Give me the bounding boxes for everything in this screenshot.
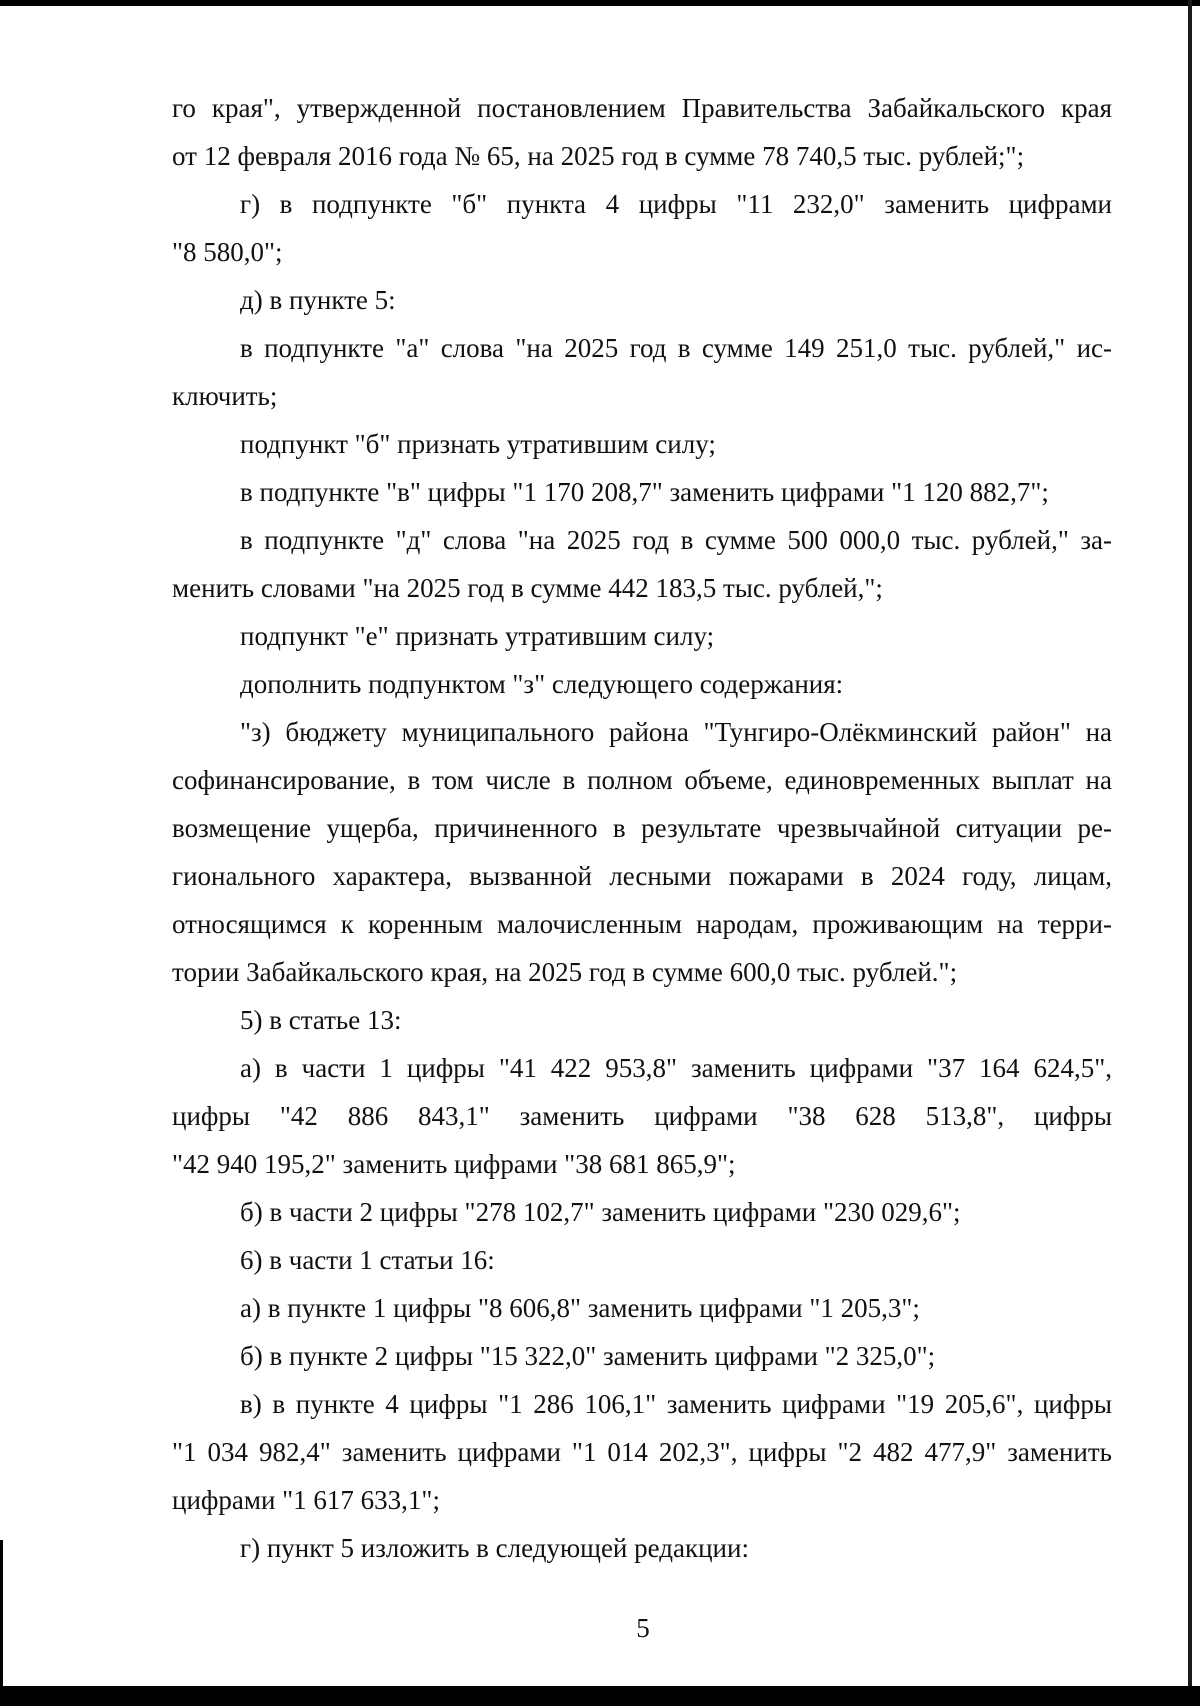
scan-border-top xyxy=(0,0,1200,6)
text-line: дополнить подпунктом "з" следующего содержания: xyxy=(240,669,844,699)
text-line: от 12 февраля 2016 года № 65, на 2025 год в сумме 78 740,5 тыс. рублей;"; xyxy=(172,141,1025,171)
text-line: го края", утвержденной постановлением Правительства Забайкальского края xyxy=(172,93,1112,123)
scan-border-bottom xyxy=(0,1686,1200,1706)
text-line: "1 034 982,4" заменить цифрами "1 014 202,3", цифры "2 482 477,9" заменить xyxy=(172,1437,1112,1467)
text-line: в подпункте "д" слова "на 2025 год в сумме 500 000,0 тыс. рублей," за- xyxy=(240,525,1112,555)
text-line: "8 580,0"; xyxy=(172,237,283,267)
text-line: 6) в части 1 статьи 16: xyxy=(240,1245,495,1275)
text-line: цифрами "1 617 633,1"; xyxy=(172,1485,440,1515)
text-line: ключить; xyxy=(172,381,278,411)
text-line: б) в пункте 2 цифры "15 322,0" заменить цифрами "2 325,0"; xyxy=(240,1341,936,1371)
text-line: г) пункт 5 изложить в следующей редакции: xyxy=(240,1533,749,1563)
text-line: гионального характера, вызванной лесными пожарами в 2024 году, лицам, xyxy=(172,861,1112,891)
text-line: 5) в статье 13: xyxy=(240,1005,402,1035)
text-line: в подпункте "в" цифры "1 170 208,7" заменить цифрами "1 120 882,7"; xyxy=(240,477,1049,507)
text-line: менить словами "на 2025 год в сумме 442 183,5 тыс. рублей,"; xyxy=(172,573,883,603)
text-line: тории Забайкальского края, на 2025 год в сумме 600,0 тыс. рублей."; xyxy=(172,957,958,987)
text-line: а) в части 1 цифры "41 422 953,8" заменить цифрами "37 164 624,5", xyxy=(240,1053,1112,1083)
text-line: возмещение ущерба, причиненного в результате чрезвычайной ситуации ре- xyxy=(172,813,1112,843)
text-line: в подпункте "а" слова "на 2025 год в сумме 149 251,0 тыс. рублей," ис- xyxy=(240,333,1112,363)
text-line: "з) бюджету муниципального района "Тунгиро-Олёкминский район" на xyxy=(240,717,1112,747)
text-line: софинансирование, в том числе в полном объеме, единовременных выплат на xyxy=(172,765,1112,795)
text-line: подпункт "е" признать утратившим силу; xyxy=(240,621,715,651)
text-line: г) в подпункте "б" пункта 4 цифры "11 232,0" заменить цифрами xyxy=(240,189,1112,219)
scan-border-right xyxy=(1188,0,1192,1706)
document-body xyxy=(172,84,1112,1572)
text-line: д) в пункте 5: xyxy=(240,285,396,315)
text-line: цифры "42 886 843,1" заменить цифрами "38 628 513,8", цифры xyxy=(172,1101,1112,1131)
text-line: подпункт "б" признать утратившим силу; xyxy=(240,429,716,459)
text-line: "42 940 195,2" заменить цифрами "38 681 865,9"; xyxy=(172,1149,736,1179)
text-line: относящимся к коренным малочисленным народам, проживающим на терри- xyxy=(172,909,1112,939)
text-line: в) в пункте 4 цифры "1 286 106,1" заменить цифрами "19 205,6", цифры xyxy=(240,1389,1112,1419)
text-line: б) в части 2 цифры "278 102,7" заменить цифрами "230 029,6"; xyxy=(240,1197,961,1227)
text-line: а) в пункте 1 цифры "8 606,8" заменить цифрами "1 205,3"; xyxy=(240,1293,920,1323)
page-number: 5 xyxy=(636,1613,650,1643)
